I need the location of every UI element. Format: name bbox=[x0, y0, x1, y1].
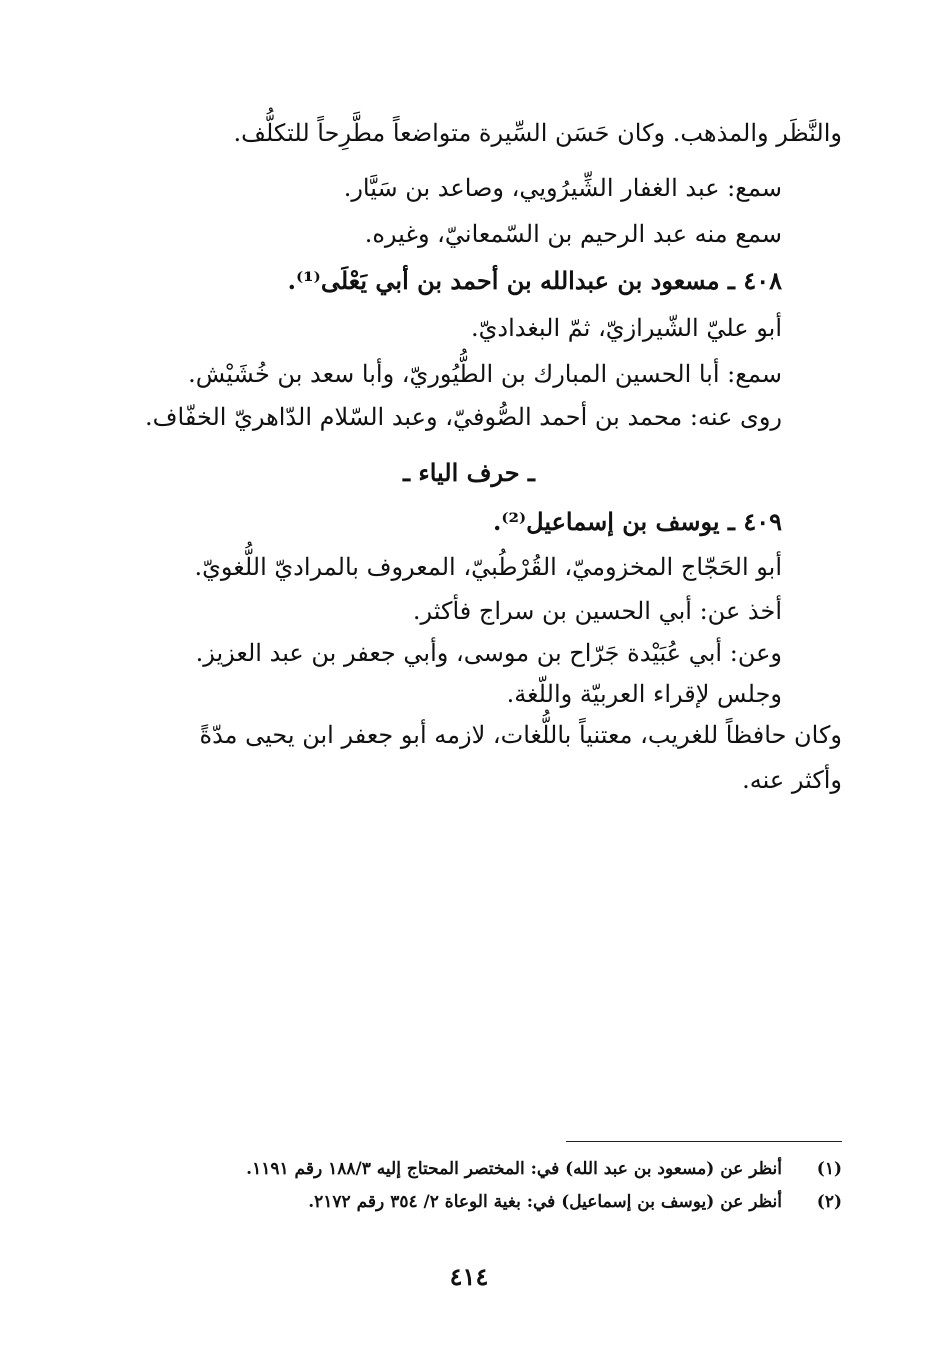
section-heading: ـ حرف الياء ـ bbox=[403, 458, 535, 487]
page-number: ٤١٤ bbox=[449, 1262, 489, 1291]
text-line-13: وجلس لإقراء العربيّة واللّغة. bbox=[506, 680, 782, 708]
text-line-14: وكان حافظاً للغريب، معتنياً باللُّغات، لازمه أبو جعفر ابن يحيى مدّةً bbox=[199, 721, 842, 749]
footnote-2-number: (٢) bbox=[816, 1192, 842, 1212]
text-line-11: أخذ عن: أبي الحسين بن سراج فأكثر. bbox=[412, 597, 782, 625]
text-line-2: سمع: عبد الغفار الشِّيرُويي، وصاعد بن سَيَّار. bbox=[343, 174, 782, 202]
footnote-2-text: أنظر عن (يوسف بن إسماعيل) في: بغية الوعاة ٢/ ٣٥٤ رقم ٢١٧٢. bbox=[308, 1192, 782, 1212]
footnote-1-text: أنظر عن (مسعود بن عبد الله) في: المختصر المحتاج إليه ١٨٨/٣ رقم ١١٩١. bbox=[246, 1159, 782, 1179]
text-line-3: سمع منه عبد الرحيم بن السّمعانيّ، وغيره. bbox=[364, 220, 782, 248]
text-line-15: وأكثر عنه. bbox=[742, 766, 842, 794]
text-line-6: سمع: أبا الحسين المبارك بن الطُّيُوريّ، وأبا سعد بن خُشَيْش. bbox=[188, 360, 782, 388]
entry-408-title: ٤٠٨ ـ مسعود بن عبدالله بن أحمد بن أبي يَعْلَى⁽¹⁾. bbox=[287, 266, 782, 295]
text-line-7: روى عنه: محمد بن أحمد الصُّوفيّ، وعبد السّلام الدّاهريّ الخفّاف. bbox=[145, 403, 782, 431]
text-line-5: أبو عليّ الشّيرازيّ، ثمّ البغداديّ. bbox=[470, 314, 782, 342]
footnote-1-number: (١) bbox=[816, 1159, 842, 1179]
text-line-10: أبو الحَجّاج المخزوميّ، القُرْطُبيّ، المعروف بالمراديّ اللُّغويّ. bbox=[194, 553, 782, 581]
entry-409-title: ٤٠٩ ـ يوسف بن إسماعيل⁽²⁾. bbox=[493, 507, 782, 536]
text-line-12: وعن: أبي عُبَيْدة جَرّاح بن موسى، وأبي جعفر بن عبد العزيز. bbox=[195, 639, 782, 667]
footnote-separator bbox=[566, 1141, 842, 1142]
text-line-1: والنَّظَر والمذهب. وكان حَسَن السِّيرة متواضعاً مطَّرِحاً للتكلُّف. bbox=[233, 119, 842, 147]
